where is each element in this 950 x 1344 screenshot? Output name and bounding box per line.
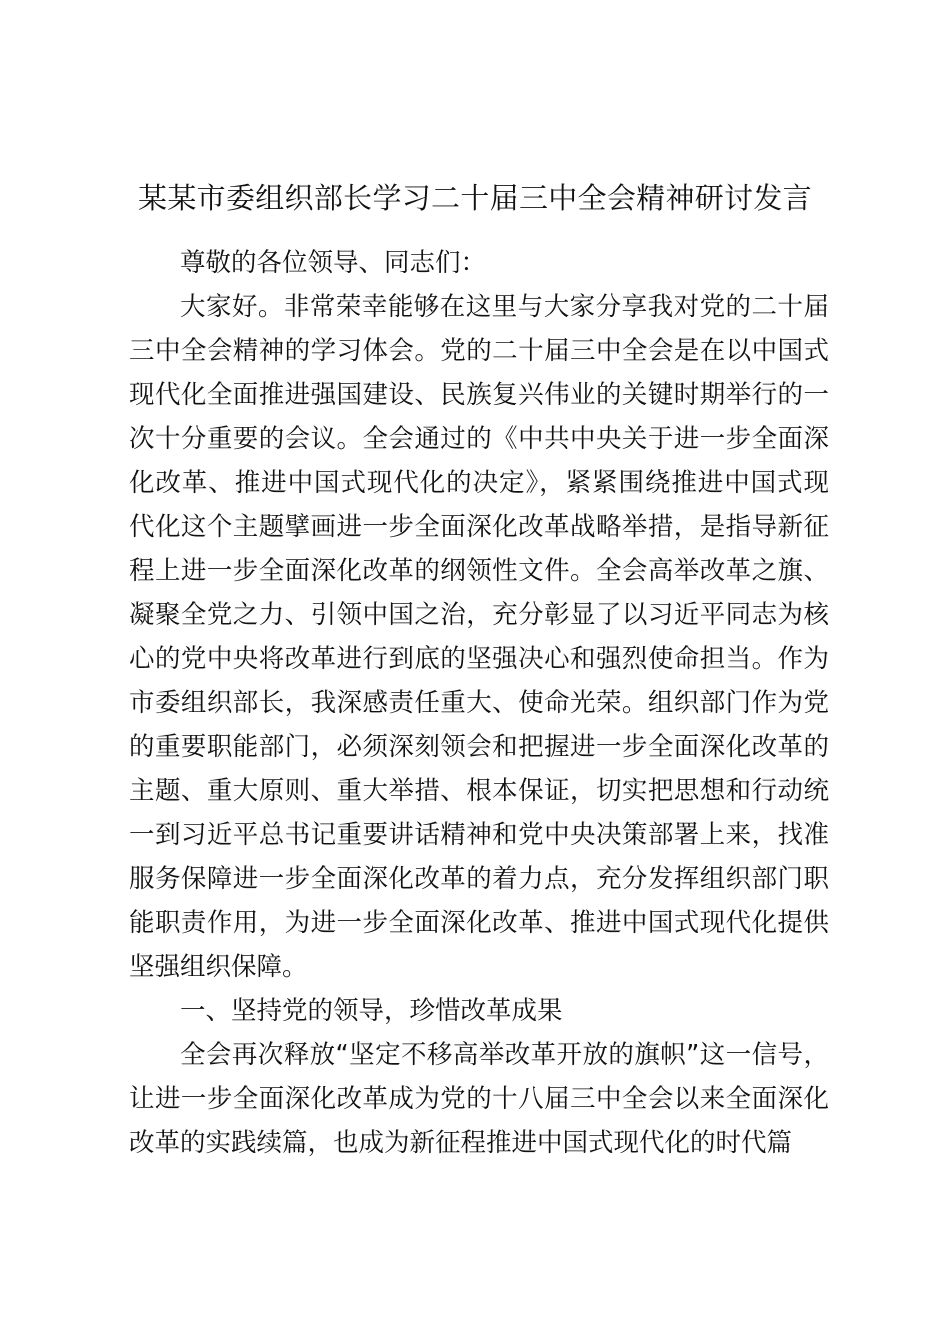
greeting: 尊敬的各位领导、同志们： <box>180 248 487 278</box>
document-title: 某某市委组织部长学习二十届三中全会精神研讨发言 <box>138 181 812 215</box>
body-paragraph: 大家好。非常荣幸能够在这里与大家分享我对党的二十届三中全会精神的学习体会。党的二十届三中全会是在以中国式现代化全面推进强国建设、民族复兴伟业的关键时期举行的一次十分重要的会议。全会通过的《中共中央关于进一步全面深化改革、推进中国式现代化的决定》，紧紧围绕推进中国式现代化这个主题擘画进一步全面深化改革战略举措，是指导新征程上进一步全面深化改革的纲领性文件。全会高举改革之旗、凝聚全党之力、引领中国之治，充分彰显了以习近平同志为核心的党中央将改革进行到底的坚强决心和强烈使命担当。作为市委组织部长，我深感责任重大、使命光荣。组织部门作为党的重要职能部门，必须深刻领会和把握进一步全面深化改革的主题、重大原则、重大举措、根本保证，切实把思想和行动统一到习近平总书记重要讲话精神和党中央决策部署上来，找准服务保障进一步全面深化改革的着力点，充分发挥组织部门职能职责作用，为进一步全面深化改革、推进中国式现代化提供坚强组织保障。 <box>129 292 829 982</box>
section-paragraph: 全会再次释放“坚定不移高举改革开放的旗帜”这一信号，让进一步全面深化改革成为党的十八届三中全会以来全面深化改革的实践续篇，也成为新征程推进中国式现代化的时代篇 <box>129 1040 829 1158</box>
document-body <box>129 241 829 1165</box>
section-heading: 一、坚持党的领导，珍惜改革成果 <box>180 996 563 1026</box>
